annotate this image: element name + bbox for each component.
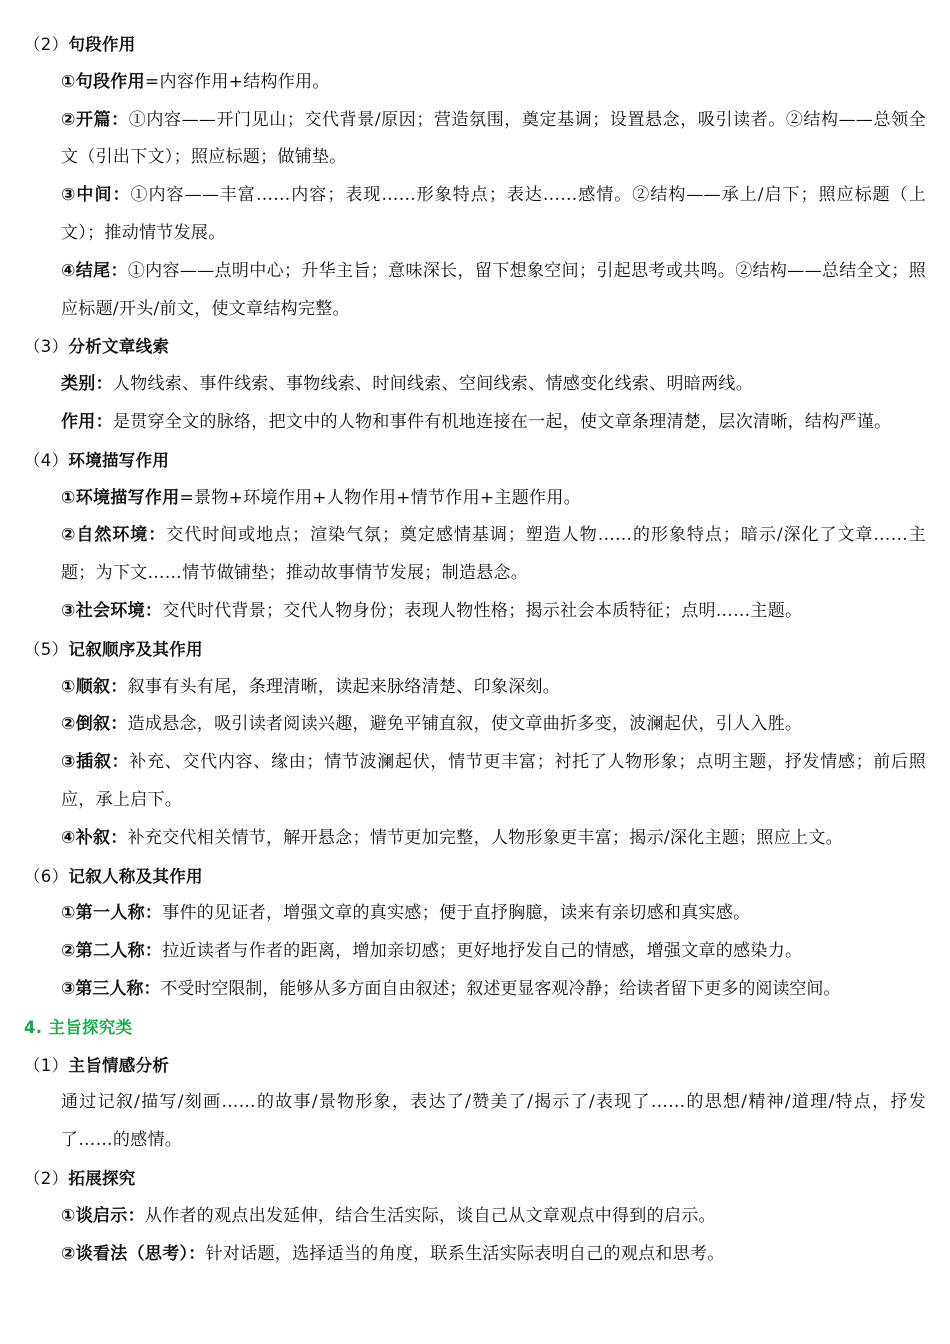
paragraph-label: ②第二人称： bbox=[61, 941, 163, 962]
paragraph-label: ②自然环境： bbox=[61, 525, 167, 546]
paragraph bbox=[24, 64, 926, 102]
paragraph-text: 交代时代背景；交代人物身份；表现人物性格；揭示社会本质特征；点明……主题。 bbox=[162, 600, 803, 621]
paragraph-label: ④补叙： bbox=[61, 827, 128, 848]
paragraph-label: ①谈启示： bbox=[61, 1205, 145, 1226]
heading-number: （5） bbox=[24, 639, 69, 659]
paragraph-label: ③中间： bbox=[61, 185, 131, 206]
paragraph-text: 交代时间或地点；渲染气氛；奠定感情基调；塑造人物……的形象特点；暗示/深化了文章……主题；为下文……情节做铺垫；推动故事情节发展；制造悬念。 bbox=[61, 525, 926, 584]
paragraph-text: ①内容——丰富……内容；表现……形象特点；表达……感情。②结构——承上/启下；照应标题（上文）；推动情节发展。 bbox=[61, 185, 926, 243]
heading-narrative-person bbox=[24, 858, 926, 896]
paragraph-text: 拉近读者与作者的距离，增加亲切感；更好地抒发自己的情感，增强文章的感染力。 bbox=[162, 941, 803, 962]
paragraph-text: 事件的见证者，增强文章的真实感；便于直抒胸臆，读来有亲切感和真实感。 bbox=[162, 903, 751, 924]
paragraph bbox=[24, 480, 926, 518]
paragraph bbox=[24, 1236, 926, 1274]
paragraph-text: 从作者的观点出发延伸，结合生活实际，谈自己从文章观点中得到的启示。 bbox=[144, 1205, 716, 1226]
paragraph bbox=[24, 933, 926, 971]
paragraph-text: 是贯穿全文的脉络，把文中的人物和事件有机地连接在一起，使文章条理清楚，层次清晰，结构严谨。 bbox=[112, 411, 892, 432]
paragraph bbox=[24, 1084, 926, 1160]
paragraph-label: ①第一人称： bbox=[61, 903, 163, 924]
section-title: 4. 主旨探究类 bbox=[24, 1017, 133, 1037]
heading-article-clue bbox=[24, 328, 926, 366]
paragraph-label: ③第三人称： bbox=[61, 978, 161, 999]
paragraph bbox=[24, 253, 926, 329]
paragraph-label: ③社会环境： bbox=[61, 600, 163, 621]
heading-number: （4） bbox=[24, 450, 69, 470]
paragraph-text: 造成悬念，吸引读者阅读兴趣，避免平铺直叙，使文章曲折多变，波澜起伏，引人入胜。 bbox=[127, 714, 803, 735]
paragraph-label: ②谈看法（思考）： bbox=[61, 1243, 206, 1264]
heading-number: （6） bbox=[24, 866, 69, 886]
heading-sentence-paragraph-function bbox=[24, 26, 926, 64]
heading-title: 环境描写作用 bbox=[68, 450, 170, 470]
paragraph bbox=[24, 820, 926, 858]
heading-number: （2） bbox=[24, 1168, 69, 1188]
paragraph-label: 作用： bbox=[61, 411, 113, 432]
paragraph bbox=[24, 366, 926, 404]
paragraph bbox=[24, 102, 926, 178]
heading-environment-description bbox=[24, 442, 926, 480]
paragraph-text: 补充、交代内容、缘由；情节波澜起伏，情节更丰富；衬托了人物形象；点明主题，抒发情感；前后照应，承上启下。 bbox=[61, 752, 927, 810]
paragraph-label: ②开篇： bbox=[61, 109, 129, 130]
paragraph-text: 不受时空限制，能够从多方面自由叙述；叙述更显客观冷静；给读者留下更多的阅读空间。 bbox=[160, 978, 841, 999]
heading-title: 句段作用 bbox=[68, 35, 136, 54]
paragraph bbox=[24, 1198, 926, 1236]
paragraph-text: 人物线索、事件线索、事物线索、时间线索、空间线索、情感变化线索、明暗两线。 bbox=[112, 374, 754, 395]
heading-extended-inquiry bbox=[24, 1160, 926, 1198]
paragraph-text: 针对话题，选择适当的角度，联系生活实际表明自己的观点和思考。 bbox=[205, 1243, 725, 1264]
paragraph bbox=[24, 593, 926, 631]
paragraph-label: ②倒叙： bbox=[61, 714, 128, 735]
paragraph-label: ①环境描写作用 bbox=[61, 487, 180, 508]
paragraph-label: ③插叙： bbox=[61, 752, 130, 773]
paragraph-text: =景物+环境作用+人物作用+情节作用+主题作用。 bbox=[179, 487, 581, 508]
paragraph-text: 通过记叙/描写/刻画……的故事/景物形象，表达了/赞美了/揭示了/表现了……的思想/精神/道理/特点，抒发了……的感情。 bbox=[61, 1092, 926, 1151]
paragraph-label: ④结尾： bbox=[61, 260, 128, 281]
paragraph bbox=[24, 971, 926, 1009]
heading-title: 分析文章线索 bbox=[68, 337, 170, 357]
heading-title: 记叙顺序及其作用 bbox=[68, 639, 203, 659]
paragraph-text: 补充交代相关情节，解开悬念；情节更加完整，人物形象更丰富；揭示/深化主题；照应上文。 bbox=[127, 827, 843, 848]
heading-title: 记叙人称及其作用 bbox=[68, 866, 203, 886]
paragraph bbox=[24, 706, 926, 744]
paragraph bbox=[24, 669, 926, 707]
paragraph-text: ①内容——开门见山；交代背景/原因；营造氛围，奠定基调；设置悬念，吸引读者。②结构——总领全文（引出下文）；照应标题；做铺垫。 bbox=[61, 109, 927, 168]
paragraph-label: 类别： bbox=[61, 374, 113, 395]
paragraph-label: ①顺叙： bbox=[61, 676, 128, 697]
paragraph-label: ①句段作用 bbox=[61, 71, 145, 92]
paragraph-text: 叙事有头有尾，条理清晰，读起来脉络清楚、印象深刻。 bbox=[127, 676, 561, 697]
paragraph-text: =内容作用+结构作用。 bbox=[144, 71, 330, 92]
heading-title: 主旨情感分析 bbox=[68, 1055, 170, 1075]
heading-title: 拓展探究 bbox=[68, 1168, 136, 1188]
heading-number: （1） bbox=[24, 1055, 69, 1075]
paragraph bbox=[24, 895, 926, 933]
paragraph bbox=[24, 744, 926, 820]
paragraph bbox=[24, 177, 926, 253]
paragraph-text: ①内容——点明中心；升华主旨；意味深长，留下想象空间；引起思考或共鸣。②结构——总结全文；照应标题/开头/前文，使文章结构完整。 bbox=[61, 260, 926, 319]
heading-theme-emotion bbox=[24, 1047, 926, 1085]
paragraph bbox=[24, 404, 926, 442]
paragraph bbox=[24, 517, 926, 593]
heading-narrative-order bbox=[24, 631, 926, 669]
heading-number: （2） bbox=[24, 35, 69, 54]
heading-number: （3） bbox=[24, 337, 69, 357]
